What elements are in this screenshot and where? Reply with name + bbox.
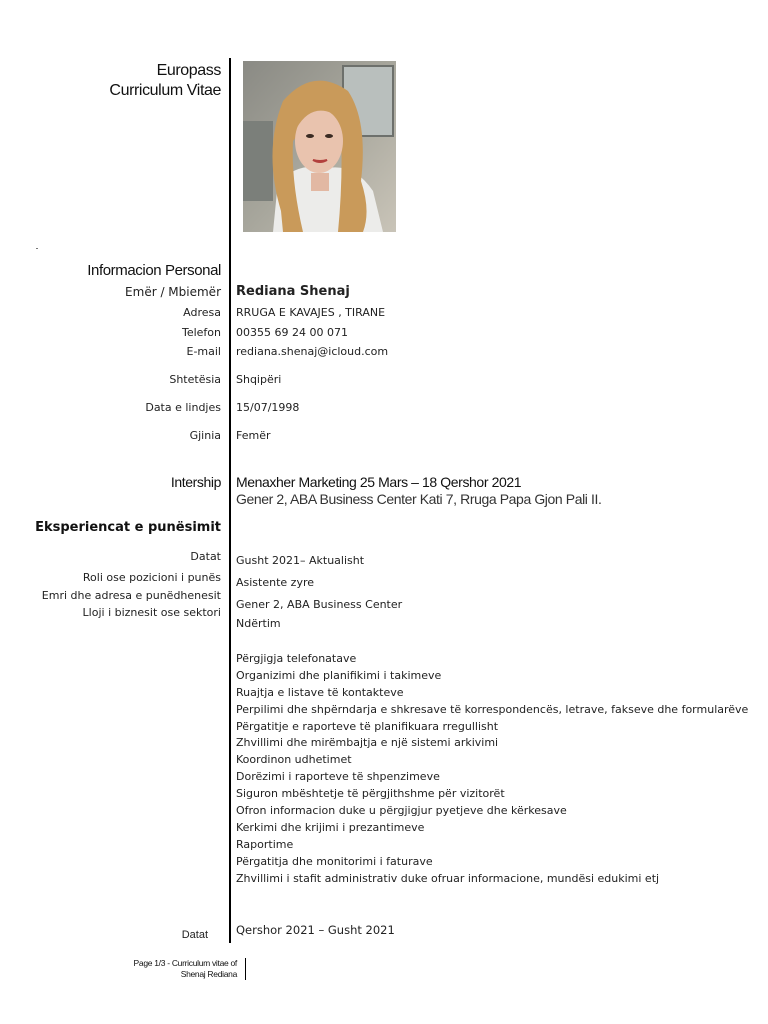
internship-place: Gener 2, ABA Business Center Kati 7, Rruga Papa Gjon Pali II. bbox=[236, 491, 602, 507]
value-address: RRUGA E KAVAJES , TIRANE bbox=[236, 306, 386, 319]
duty-item: Koordinon udhetimet bbox=[236, 753, 352, 767]
label-birthdate: Data e lindjes bbox=[145, 401, 221, 414]
internship-title: Menaxher Marketing 25 Mars – 18 Qershor 2021 bbox=[236, 474, 522, 490]
duty-item: Ruajtja e listave të kontakteve bbox=[236, 685, 404, 699]
duty-item: Dorëzimi i raporteve të shpenzimeve bbox=[236, 770, 440, 784]
value-job2-dates: Qershor 2021 – Gusht 2021 bbox=[236, 923, 395, 937]
duty-item: Kerkimi dhe krijimi i prezantimeve bbox=[236, 820, 425, 834]
value-birthdate: 15/07/1998 bbox=[236, 401, 300, 414]
value-email[interactable]: rediana.shenaj@icloud.com bbox=[236, 345, 389, 358]
value-nationality: Shqipëri bbox=[236, 373, 282, 386]
duty-item: Përgatitje e raporteve të planifikuara rregullisht bbox=[236, 719, 499, 733]
label-gender: Gjinia bbox=[189, 429, 221, 442]
duty-item: Perpilimi dhe shpërndarja e shkresave të korrespondencës, letrave, fakseve dhe formularëve bbox=[236, 702, 749, 716]
label-phone: Telefon bbox=[181, 326, 221, 339]
label-nationality: Shtetësia bbox=[169, 373, 221, 386]
duty-item: Përgatitja dhe monitorimi i faturave bbox=[236, 854, 433, 868]
value-gender: Femër bbox=[236, 429, 271, 442]
label-job1-dates: Datat bbox=[190, 550, 221, 563]
vertical-divider bbox=[229, 58, 231, 943]
cv-header bbox=[109, 61, 221, 101]
label-job2-dates: Datat bbox=[181, 929, 208, 941]
value-job1-dates: Gusht 2021– Aktualisht bbox=[236, 554, 365, 567]
header-europass: Europass bbox=[156, 62, 221, 79]
value-job1-sector: Ndërtim bbox=[236, 617, 281, 630]
footer-page-info: Page 1/3 - Curriculum vitae of bbox=[133, 958, 237, 968]
duty-item: Raportime bbox=[236, 837, 294, 851]
value-name: Rediana Shenaj bbox=[236, 284, 350, 299]
stray-mark bbox=[36, 248, 38, 249]
header-curriculum-vitae: Curriculum Vitae bbox=[109, 82, 221, 99]
label-job1-sector: Lloji i biznesit ose sektori bbox=[82, 606, 221, 619]
value-job1-employer: Gener 2, ABA Business Center bbox=[236, 598, 403, 611]
duty-item: Ofron informacion duke u përgjigjur pyetjeve dhe kërkesave bbox=[236, 804, 567, 818]
footer-name: Shenaj Rediana bbox=[180, 969, 237, 979]
section-personal-info: Informacion Personal bbox=[87, 262, 221, 279]
page-footer bbox=[134, 958, 237, 980]
label-address: Adresa bbox=[183, 306, 221, 319]
section-experience: Eksperiencat e punësimit bbox=[35, 520, 221, 535]
duty-item: Zhvillimi i stafit administrativ duke ofruar informacione, mundësi edukimi etj bbox=[236, 871, 660, 885]
label-internship: Intership bbox=[170, 474, 221, 490]
duty-item: Zhvillimi dhe mirëmbajtja e një sistemi arkivimi bbox=[236, 736, 499, 750]
value-phone: 00355 69 24 00 071 bbox=[236, 326, 348, 339]
label-job1-role: Roli ose pozicioni i punës bbox=[82, 571, 221, 584]
duty-item: Përgjigja telefonatave bbox=[236, 652, 357, 665]
label-email: E-mail bbox=[186, 345, 221, 358]
value-job1-role: Asistente zyre bbox=[236, 576, 315, 589]
profile-photo bbox=[243, 61, 396, 232]
duty-item: Siguron mbështetje të përgjithshme për vizitorët bbox=[236, 787, 505, 801]
footer-divider bbox=[245, 958, 246, 980]
label-name: Emër / Mbiemër bbox=[125, 285, 221, 299]
label-job1-employer: Emri dhe adresa e punëdhenesit bbox=[41, 589, 221, 602]
job1-duties-list bbox=[236, 651, 756, 887]
duty-item: Organizimi dhe planifikimi i takimeve bbox=[236, 668, 442, 682]
